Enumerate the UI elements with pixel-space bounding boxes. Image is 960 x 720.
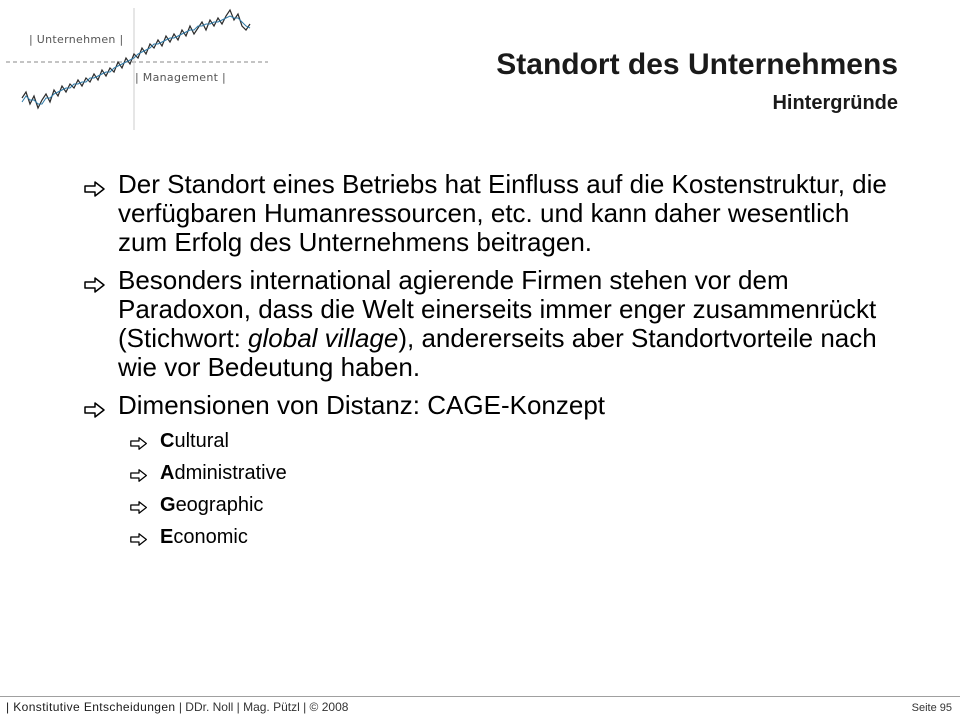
footer-info: [6, 700, 348, 714]
hollow-right-arrow-icon: [130, 433, 148, 457]
cage-initial: E: [160, 526, 174, 548]
cage-item: [130, 525, 904, 549]
logo-label-management: | Management |: [135, 71, 227, 84]
bullet-item: [84, 391, 904, 420]
bullet-text: [118, 265, 877, 382]
cage-item: [130, 429, 904, 453]
logo: [0, 0, 280, 135]
bullet-text-emphasis: global village: [248, 323, 399, 353]
hollow-right-arrow-icon: [84, 271, 106, 300]
bullet-list: [84, 170, 904, 557]
hollow-right-arrow-icon: [130, 465, 148, 489]
bullet-item: [84, 266, 904, 382]
bullet-text: Der Standort eines Betriebs hat Einfluss auf die Kostenstruktur, die verfügbaren Humanressourcen, etc. und kann daher wesentlich zum Erfolg des Unternehmens beitragen.: [118, 169, 887, 257]
footer: [0, 694, 960, 720]
cage-rest: ultural: [174, 430, 229, 452]
hollow-right-arrow-icon: [84, 175, 106, 204]
page-number: Seite 95: [911, 702, 952, 714]
footer-section: | Konstitutive Entscheidungen: [6, 700, 176, 714]
footer-divider: [0, 696, 960, 697]
page-title: Standort des Unternehmens: [496, 48, 898, 81]
cage-initial: C: [160, 430, 175, 452]
cage-initial: G: [160, 494, 176, 516]
hollow-right-arrow-icon: [130, 497, 148, 521]
hollow-right-arrow-icon: [130, 529, 148, 553]
cage-initial: A: [160, 462, 175, 484]
hollow-right-arrow-icon: [84, 396, 106, 425]
cage-rest: dministrative: [174, 462, 287, 484]
bullet-item: [84, 170, 904, 257]
footer-authors: | DDr. Noll | Mag. Pützl | © 2008: [175, 700, 349, 714]
cage-item: [130, 461, 904, 485]
bullet-text-part: Besonders international agierende Firmen stehen vor dem Paradoxon, dass die Welt einerseits immer enger zusammenrückt (Stichwort:: [118, 265, 877, 353]
cage-rest: eographic: [175, 494, 264, 516]
bullet-text: Dimensionen von Distanz: CAGE-Konzept: [118, 390, 606, 420]
stock-chart-logo: [0, 0, 280, 135]
page-subtitle: Hintergründe: [772, 92, 898, 114]
bullet-text-part: ), andererseits aber Standortvorteile nach wie vor Bedeutung haben.: [118, 323, 877, 382]
cage-rest: conomic: [173, 526, 248, 548]
cage-item: [130, 493, 904, 517]
logo-label-unternehmen: | Unternehmen |: [29, 33, 124, 46]
